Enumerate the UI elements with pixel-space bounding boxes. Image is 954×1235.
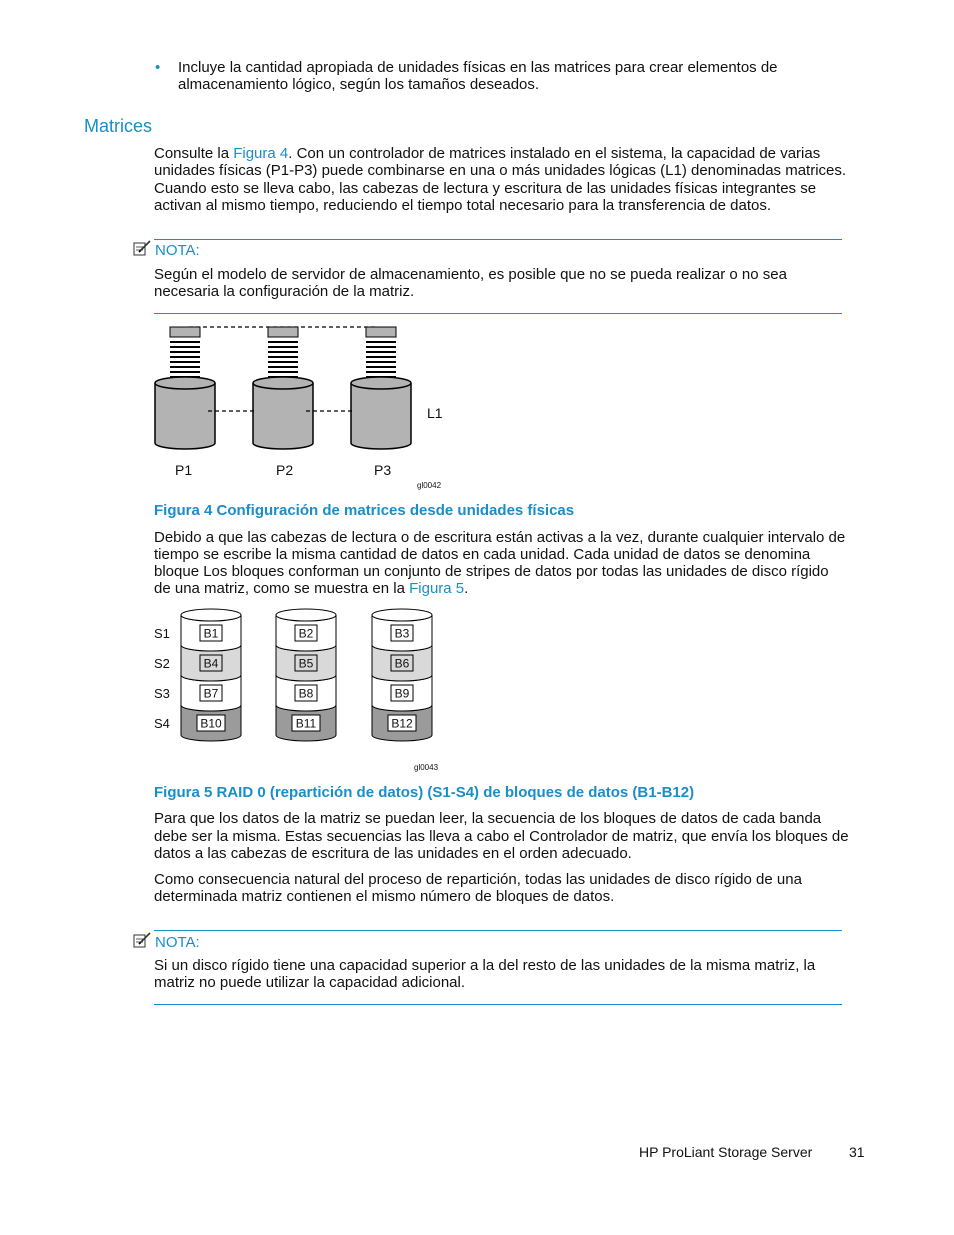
para3-line-2: debe ser la misma. Estas secuencias las lleva a cabo el Controlador de matriz, que envía los bloques de <box>154 828 849 845</box>
stripe-label-s4: S4 <box>154 716 170 731</box>
note1-line-2: necesaria la configuración de la matriz. <box>154 283 415 300</box>
para2-text-post: . <box>464 580 469 597</box>
drive-top <box>276 609 336 621</box>
para1-line-3: Cuando esto se lleva cabo, las cabezas de lectura y escritura de las unidades físicas integrantes se <box>154 180 817 197</box>
para3-line-3: datos a las cabezas de escritura de las unidades en el orden adecuado. <box>154 845 632 862</box>
para1-line-1 <box>154 145 820 163</box>
note1-line-1: Según el modelo de servidor de almacenamiento, es posible que no se pueda realizar o no sea <box>154 266 787 283</box>
intro-bullet-line-2: almacenamiento lógico, según los tamaños deseados. <box>178 76 540 93</box>
section-title: Matrices <box>84 116 153 136</box>
para2-line-2: tiempo se escribe la misma cantidad de datos en cada unidad. Cada unidad de datos se denomina <box>154 546 811 563</box>
block-label-b11: B11 <box>295 716 317 731</box>
note2-line-2: matriz no puede utilizar la capacidad adicional. <box>154 974 466 991</box>
note2-line-1: Si un disco rígido tiene una capacidad superior a la del resto de las unidades de la misma matriz, la <box>154 957 816 974</box>
para2-text-pre: de una matriz, como se muestra en la <box>154 580 410 597</box>
note-pencil-icon <box>133 240 153 256</box>
logical-label: L1 <box>427 405 443 421</box>
para1-line-2: unidades físicas (P1-P3) puede combinarse en una o más unidades lógicas (L1) denominadas matrices. <box>154 162 847 179</box>
para2-line-4 <box>154 580 468 598</box>
figure5-caption: Figura 5 RAID 0 (repartición de datos) (S1-S4) de bloques de datos (B1-B12) <box>154 784 695 801</box>
drive-p2 <box>253 327 313 449</box>
block-label-b7: B7 <box>203 686 219 701</box>
note1-top-rule <box>154 239 842 240</box>
para3-line-1: Para que los datos de la matriz se puedan leer, la secuencia de los bloques de datos de cada banda <box>154 810 822 827</box>
drive-label-p2: P2 <box>276 462 294 478</box>
figure5-diagram <box>148 605 468 775</box>
bullet-dot-icon: • <box>155 59 161 76</box>
intro-bullet-line-1: Incluye la cantidad apropiada de unidades físicas en las matrices para crear elementos de <box>178 59 778 76</box>
para2-line-1: Debido a que las cabezas de lectura o de escritura están activas a la vez, durante cualquier intervalo de <box>154 529 846 546</box>
block-label-b12: B12 <box>391 716 413 731</box>
block-label-b4: B4 <box>203 656 219 671</box>
para4-line-2: determinada matriz contienen el mismo número de bloques de datos. <box>154 888 615 905</box>
para1-line-4: activan al mismo tiempo, reduciendo el tiempo total necesario para la transferencia de datos. <box>154 197 771 214</box>
para1-text-post: . Con un controlador de matrices instalado en el sistema, la capacidad de varias <box>288 145 821 162</box>
stripe-label-s3: S3 <box>154 686 170 701</box>
drive-p1 <box>155 327 215 449</box>
raid-drive-1 <box>181 609 241 741</box>
stripe-label-s2: S2 <box>154 656 170 671</box>
para2-line-3: bloque Los bloques conforman un conjunto de stripes de datos por todas las unidades de disco rígido <box>154 563 829 580</box>
figura5-link[interactable]: Figura 5 <box>409 580 465 597</box>
raid-drive-2 <box>276 609 336 741</box>
block-label-b3: B3 <box>394 626 410 641</box>
note2-top-rule <box>154 930 842 931</box>
note2-bottom-rule <box>154 1004 842 1005</box>
figura4-link[interactable]: Figura 4 <box>233 145 289 162</box>
drive-label-p3: P3 <box>374 462 392 478</box>
note2-label: NOTA: <box>155 934 200 951</box>
figure5-code: gl0043 <box>414 763 439 772</box>
block-label-b8: B8 <box>298 686 314 701</box>
block-label-b10: B10 <box>200 716 222 731</box>
note1-label: NOTA: <box>155 242 200 259</box>
footer-page-number: 31 <box>849 1144 865 1160</box>
block-label-b9: B9 <box>394 686 410 701</box>
block-label-b6: B6 <box>394 656 410 671</box>
drive-top <box>372 609 432 621</box>
block-label-b5: B5 <box>298 656 314 671</box>
stripe-label-s1: S1 <box>154 626 170 641</box>
note1-bottom-rule <box>154 313 842 314</box>
para4-line-1: Como consecuencia natural del proceso de repartición, todas las unidades de disco rígido de una <box>154 871 802 888</box>
figure4-diagram <box>148 322 468 492</box>
figure4-code: gl0042 <box>417 481 442 490</box>
figure4-caption: Figura 4 Configuración de matrices desde unidades físicas <box>154 502 575 519</box>
block-label-b1: B1 <box>203 626 219 641</box>
drive-top <box>181 609 241 621</box>
note-pencil-icon <box>133 932 153 948</box>
drive-p3 <box>351 327 411 449</box>
para1-text-pre: Consulte la <box>154 145 234 162</box>
raid-drive-3 <box>372 609 432 741</box>
footer-product: HP ProLiant Storage Server <box>639 1144 813 1160</box>
block-label-b2: B2 <box>298 626 314 641</box>
drive-label-p1: P1 <box>175 462 193 478</box>
